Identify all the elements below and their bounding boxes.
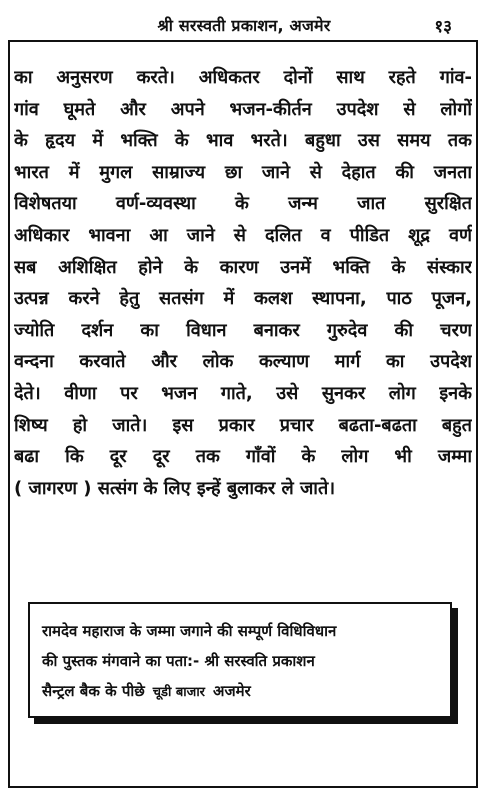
address-part-2: चूडी बाजार: [152, 685, 206, 700]
info-line-1: रामदेव महाराज के जम्मा जगाने की सम्पूर्ण विधिविधान: [42, 622, 337, 640]
text-line: के हृदय में भक्ति के भाव भरते। बहुधा उस समय तक: [14, 130, 472, 152]
text-line: देते। वीणा पर भजन गाते, उसे सुनकर लोग इनके: [14, 382, 472, 404]
text-line: वन्दना करवाते और लोक कल्याण मार्ग का उपदेश: [14, 351, 472, 373]
text-line: ज्योति दर्शन का विधान बनाकर गुरुदेव की चरण: [14, 319, 472, 341]
text-line: उत्पन्न करने हेतु सतसंग में कलश स्थापना, पाठ पूजन,: [14, 288, 472, 310]
text-line: सब अशिक्षित होने के कारण उनमें भक्ति के संस्कार: [14, 256, 472, 278]
text-line: ( जागरण ) सत्संग के लिए इन्हें बुलाकर ले जाते।: [14, 477, 336, 499]
info-line-3: [42, 676, 440, 708]
page-header-title: श्री सरस्वती प्रकाशन, अजमेर: [157, 16, 331, 35]
text-line: अधिकार भावना आ जाने से दलित व पीडित शूद्र वर्ण: [14, 224, 472, 246]
text-line: का अनुसरण करते। अधिकतर दोनों साथ रहते गांव-: [14, 67, 472, 88]
address-part-1: सैन्ट्रल बैक के पीछे: [42, 682, 145, 700]
text-line: विशेषतया वर्ण-व्यवस्था के जन्म जात सुरक्षित: [14, 193, 472, 215]
text-line: बढा कि दूर दूर तक गाँवों के लोग भी जम्मा: [14, 446, 472, 468]
text-line: भारत में मुगल साम्राज्य छा जाने से देहात की जनता: [14, 161, 472, 183]
page-number: १३: [434, 17, 452, 37]
text-line: गांव घूमते और अपने भजन-कीर्तन उपदेश से लोगों: [14, 98, 472, 120]
text-line: शिष्य हो जाते। इस प्रकार प्रचार बढता-बढता बहुत: [14, 414, 472, 436]
publisher-info-box: [28, 602, 452, 718]
body-text: [14, 62, 472, 504]
info-line-2: की पुस्तक मंगवाने का पता:- श्री सरस्वति प्रकाशन: [42, 652, 315, 670]
address-city: अजमेर: [213, 682, 251, 700]
